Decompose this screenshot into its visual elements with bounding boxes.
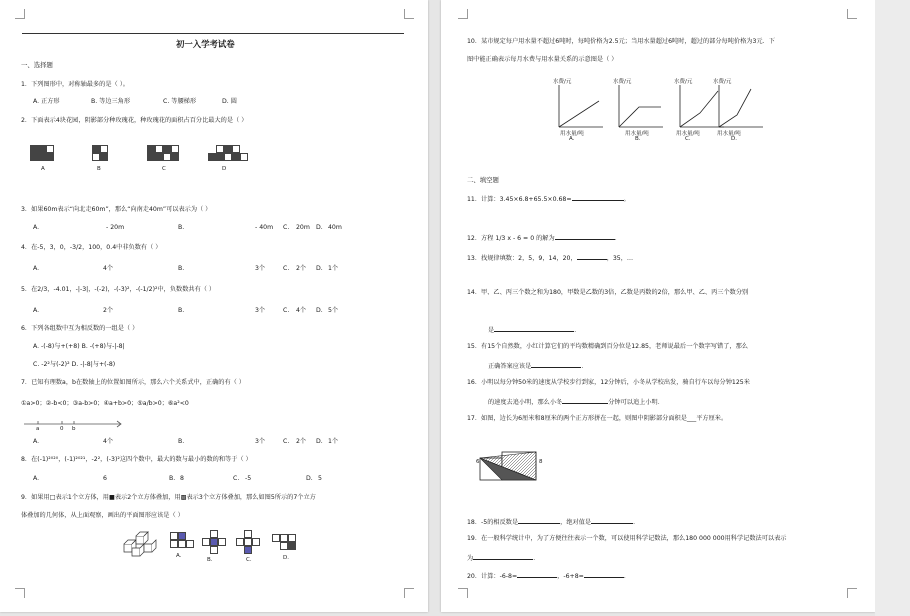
question-5: 5．在2/3，-4.01，-|-3|，-(-2)，-(-3)²，-(-1/2)²中，负数数共有（ ） [21,286,216,293]
crop-mark-top-left [458,9,468,19]
question-6: 6．下列各组数中互为相反数的一组是（ ） [21,325,139,332]
answer-blank-20b[interactable] [584,571,624,578]
section-heading-choice: 一、选择题 [21,61,53,69]
q8-option-c-value: -5 [245,475,252,482]
right-margin-gutter [875,0,910,616]
q8-option-b-value: 8 [180,475,184,482]
question-1: 1．下列图形中，对称轴最多的是（ ）。 [21,81,129,88]
question-3: 3．如果60m表示“向北走60m”，那么“向南走40m”可以表示为（ ） [21,206,212,213]
q7-option-c: C. [283,438,290,445]
q5-option-b: B. [178,307,185,314]
question-16-line-1: 16．小明以每分钟50米的速度从学校步行到家，12分钟后，小冬从学校出发，骑自行车以每分钟125米 [467,379,750,386]
question-18: 18．-5的相反数是 ，绝对值是 ． [467,519,640,526]
q4-option-c: C. [283,265,290,272]
q3-option-b-value: - 40m [255,224,274,231]
q3-option-b: B. [178,224,185,231]
answer-blank-19[interactable] [473,553,533,560]
number-line-a: a [36,426,40,432]
question-15-line-1: 15．有15个自然数，小红计算它们的平均数精确到百分位是12.85，老师说最后一个数字写错了，那么 [467,343,748,350]
garden-label-d: D [222,166,227,172]
question-19-line-2: 为 ． [467,555,540,562]
section-heading-fill: 二、填空题 [467,176,499,184]
question-10-line-2: 图中能正确表示每月水费与用水量关系的示意图是（ ） [467,56,618,63]
document-page-2: 10．某市规定每户用水量不超过6吨时，每吨价格为2.5元；当用水量超过6吨时，超过的部分每吨价格为3元．下 图中能正确表示每月水费与用水量关系的示意图是（ ） 水费/元 用水量/吨 A. 水费/元 用水量/吨 B. 水费/元 用水量/吨 C. 水费/元 用水量/吨 D. 二、填空题 11．计算：3.45×6.8+65.5×0.68= 。 12．方程 1/3 x - 6 = 0 的解为 ． 13．找规律填数：2，5，9，14，20， ，35，… 14．甲、乙、丙三个数之和为180，甲数是乙数的3倍，乙数是丙数的2倍，那么甲、乙、丙三个数分别 是 ． 15．有15个自然数，小红计算它们的平均数精确到百分位是12.85，老师说最后一个数字写错了，那么 正确答案应该是 ． 16．小明以每分钟50米的速度从学校步行到家，12分钟后，小冬从学校出发，骑自行车以每分钟125米 的速度去追小明，那么小冬 分钟可以追上小明． 17．如图，边长为6厘米和8厘米的两个正方形拼在一起，则图中阴影部分面积是___平方厘米。 6 8 18．-5的相反数是 ，绝对值是 ． 19．在一般科学统计中，为了方便往往表示一个数，可以使用科学记数法，那么180 000 000用科学记数法可以表示 为 ． 20．计算：-6-8= ，-6+8= ． [441,0,875,612]
q7-relations: ①a>0；②-b<0；③a-b>0；④a+b>0；⑤a/b>0；⑥a²<0 [21,400,189,407]
question-9-line-2: 体叠加的几何体，从上面观察，画出的平面图形应该是（ ） [21,512,184,519]
question-9-line-1: 9．如果用□表示1个立方体，用■表示2个立方体叠加，用▩表示3个立方体叠加，那么如图5所示的7个立方 [21,494,316,501]
q8-option-d: D. [306,475,313,482]
crop-mark-bottom-left [15,588,25,598]
answer-blank-11[interactable] [572,194,624,201]
q4-option-c-value: 2个 [296,265,307,272]
q8-option-b: B. [169,475,176,482]
q1-option-b: B. 等边三角形 [91,98,131,105]
q3-option-a: A. [33,224,40,231]
question-15-line-2: 正确答案应该是 ． [488,363,588,370]
q7-option-a-value: 4个 [103,438,114,445]
question-10-line-1: 10．某市规定每户用水量不超过6吨时，每吨价格为2.5元；当用水量超过6吨时，超过的部分每吨价格为3元．下 [467,38,775,45]
water-graph-d-label: D. [731,136,737,142]
q8-option-c: C. [233,475,240,482]
crop-mark-top-right [847,9,857,19]
answer-blank-14[interactable] [494,325,574,332]
q7-option-b-value: 3个 [255,438,266,445]
q5-option-d-value: 5个 [328,307,339,314]
q7-option-c-value: 2个 [296,438,307,445]
q4-option-b-value: 3个 [255,265,266,272]
crop-mark-top-left [15,9,25,19]
document-page-1 [0,0,428,612]
q9-option-c-label: C. [246,557,252,563]
question-20: 20．计算：-6-8= ，-6+8= ． [467,573,631,580]
answer-blank-18a[interactable] [518,517,560,524]
q7-option-d: D. [316,438,323,445]
answer-blank-18b[interactable] [591,517,633,524]
water-graph-a-label: A. [569,136,575,142]
q8-option-d-value: 5 [318,475,322,482]
q7-option-d-value: 1个 [328,438,339,445]
number-line-b: b [72,426,76,432]
header-rule [22,33,404,34]
question-14-line-2: 是 ． [488,327,581,334]
q9-option-a-label: A. [176,553,182,559]
q4-option-d-value: 1个 [328,265,339,272]
squares-shaded-figure [478,450,540,484]
crop-mark-bottom-right [847,588,857,598]
cube-stack-figure [122,530,162,562]
question-11: 11．计算：3.45×6.8+65.5×0.68= 。 [467,196,630,203]
q6-options-cd: C. -2²与(-2)² D. -|-8|与+(-8) [33,361,116,368]
garden-label-b: B [97,166,101,172]
q7-option-a: A. [33,438,40,445]
q3-option-c: C. [283,224,290,231]
q3-option-c-value: 20m [296,224,310,231]
q6-options-ab: A. -(-8)与+(+8) B. -(+8)与-|-8| [33,343,125,350]
q7-option-b: B. [178,438,185,445]
question-12: 12．方程 1/3 x - 6 = 0 的解为 ． [467,235,621,242]
answer-blank-15[interactable] [531,361,581,368]
crop-mark-bottom-left [458,588,468,598]
question-19-line-1: 19．在一般科学统计中，为了方便往往表示一个数，可以使用科学记数法，那么180 000 000用科学记数法可以表示 [467,535,787,542]
q4-option-a-value: 4个 [103,265,114,272]
question-8: 8．在(-1)²⁰²⁰，(-1)²⁰²¹，-2²，(-3)²这四个数中，最大的数与最小的数的和等于（ ） [21,456,252,463]
number-line-zero: 0 [60,426,64,432]
crop-mark-bottom-right [404,588,414,598]
garden-label-c: C [162,166,166,172]
page-title: 初一入学考试卷 [176,39,235,49]
answer-blank-16[interactable] [562,397,608,404]
q5-option-b-value: 3个 [255,307,266,314]
q4-option-b: B. [178,265,185,272]
q1-option-a: A. 正方形 [33,98,60,105]
question-13: 13．找规律填数：2，5，9，14，20， ，35，… [467,255,634,262]
q5-option-c: C. [283,307,290,314]
question-14-line-1: 14．甲、乙、丙三个数之和为180，甲数是乙数的3倍，乙数是丙数的2倍，那么甲、乙、丙三个数分别 [467,289,749,296]
q8-option-a-value: 6 [103,475,107,482]
q5-option-a: A. [33,307,40,314]
question-16-line-2: 的速度去追小明，那么小冬 分钟可以追上小明． [488,399,664,406]
water-graph-b-label: B. [635,136,641,142]
q9-option-b-label: B. [207,557,213,563]
q4-option-a: A. [33,265,40,272]
question-4: 4．在-5，3，0，-3/2，100，0.4中非负数有（ ） [21,244,162,251]
garden-label-a: A [41,166,45,172]
q5-option-d: D. [316,307,323,314]
q4-option-d: D. [316,265,323,272]
q9-option-d-label: D. [283,555,289,561]
q1-option-c: C. 等腰梯形 [163,98,197,105]
q5-option-c-value: 4个 [296,307,307,314]
q3-option-a-value: - 20m [106,224,125,231]
figure-side-6: 6 [476,459,480,465]
q8-option-a: A. [33,475,40,482]
question-17: 17．如图，边长为6厘米和8厘米的两个正方形拼在一起，则图中阴影部分面积是___平方厘米。 [467,415,728,422]
q3-option-d: D. [316,224,323,231]
q1-option-d: D. 圆 [222,98,237,105]
q5-option-a-value: 2个 [103,307,114,314]
answer-blank-20a[interactable] [517,571,557,578]
question-2: 2．下面表示4块花园，阴影部分种玫瑰花，种玫瑰花的面积占百分比最大的是（ ） [21,117,248,124]
water-graph-c-label: C. [685,136,691,142]
answer-blank-13[interactable] [577,253,607,260]
q3-option-d-value: 40m [328,224,342,231]
answer-blank-12[interactable] [555,233,615,240]
crop-mark-top-right [404,9,414,19]
figure-side-8: 8 [539,459,543,465]
question-7: 7．已知有理数a，b在数轴上的位置如图所示，那么六个关系式中，正确的有（ ） [21,379,245,386]
